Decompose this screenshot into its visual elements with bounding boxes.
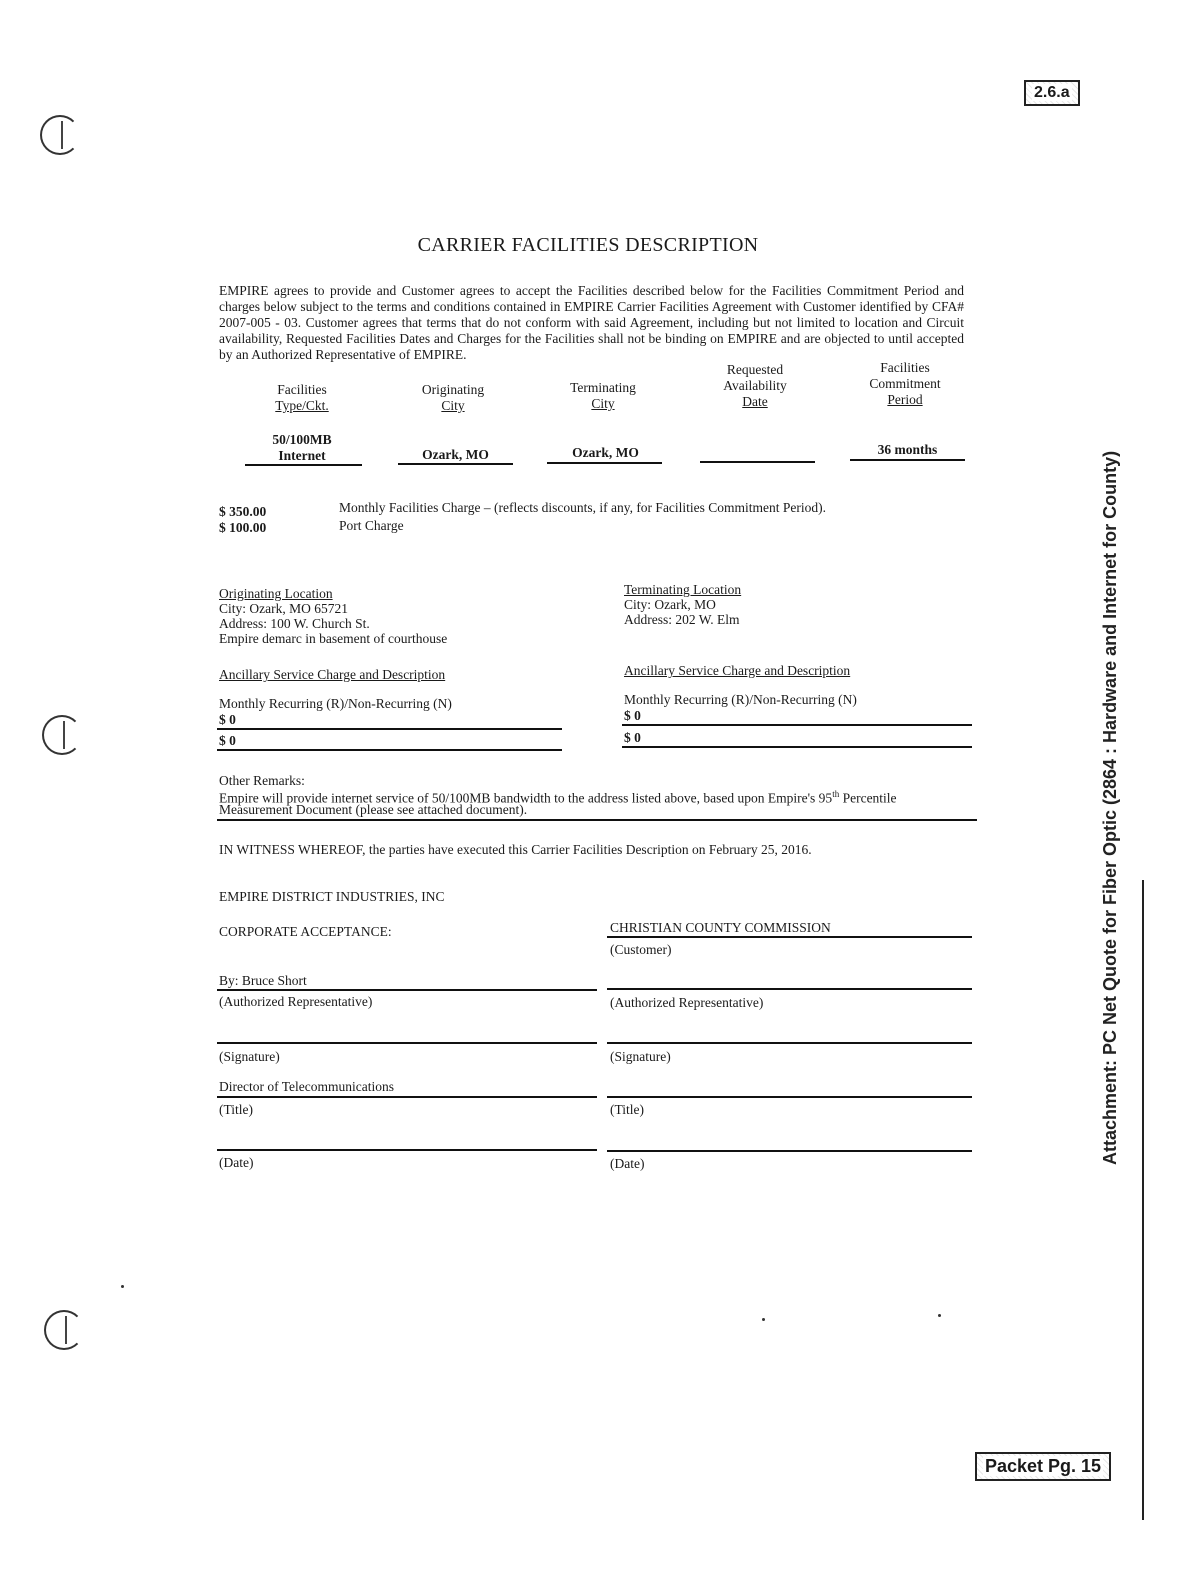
originating-city: City: Ozark, MO 65721 xyxy=(219,601,348,616)
ancillary-heading-left: Ancillary Service Charge and Description xyxy=(219,667,446,682)
ancillary-recurring-left: Monthly Recurring (R)/Non-Recurring (N) xyxy=(219,696,452,711)
left-auth-rep-label: (Authorized Representative) xyxy=(219,994,373,1009)
remarks-line-1: Empire will provide internet service of 50/100MB bandwidth to the address listed above, based upon Empire's 95th Percentile xyxy=(219,789,897,806)
signature-line xyxy=(217,989,597,991)
monthly-charge-desc: Monthly Facilities Charge – (reflects discounts, if any, for Facilities Commitment Period). xyxy=(339,500,827,515)
port-charge-desc: Port Charge xyxy=(339,518,404,533)
underline xyxy=(398,463,513,465)
left-date-label: (Date) xyxy=(219,1155,254,1170)
signature-line xyxy=(217,1042,597,1044)
signer-title: Director of Telecommunications xyxy=(219,1079,394,1094)
underline xyxy=(622,724,972,726)
underline xyxy=(217,728,562,730)
underline xyxy=(217,819,977,821)
page-title: CARRIER FACILITIES DESCRIPTION xyxy=(417,234,759,256)
remarks-label: Other Remarks: xyxy=(219,773,305,788)
originating-note: Empire demarc in basement of courthouse xyxy=(219,631,448,646)
ancillary-heading-right: Ancillary Service Charge and Description xyxy=(624,663,851,678)
ancillary-value-right-1: $ 0 xyxy=(624,708,641,723)
scan-speck xyxy=(938,1314,941,1317)
scan-speck xyxy=(762,1318,765,1321)
left-signature-label: (Signature) xyxy=(219,1049,280,1064)
signature-line xyxy=(607,1150,972,1152)
cell-terminating-city: Ozark, MO xyxy=(572,445,639,460)
right-title-label: (Title) xyxy=(610,1102,645,1117)
ancillary-value-left-1: $ 0 xyxy=(219,712,236,727)
company-name: EMPIRE DISTRICT INDUSTRIES, INC xyxy=(219,889,445,904)
port-charge-amount: $ 100.00 xyxy=(219,520,267,535)
remarks-line-2: Measurement Document (please see attached document). xyxy=(219,802,528,817)
signature-line xyxy=(607,1042,972,1044)
signature-line xyxy=(217,1096,597,1098)
ancillary-recurring-right: Monthly Recurring (R)/Non-Recurring (N) xyxy=(624,692,857,707)
packet-page-stamp: Packet Pg. 15 xyxy=(975,1452,1111,1481)
signature-line xyxy=(217,1149,597,1151)
intro-paragraph: EMPIRE agrees to provide and Customer agrees to accept the Facilities described below for the Facilities Commitment Period and charges below subject to the terms and conditions contained in EMPIRE Carrier Facilities Agreement with Customer identified by CFA# 2007-005 - 03. Customer agrees that terms that do not conform with said Agreement, including but not limited to location and Circuit availability, Requested Facilities Dates and Charges for the Facilities shall not be binding on EMPIRE and are objected to until accepted by an Authorized Representative of EMPIRE. xyxy=(219,283,964,362)
monthly-charge-amount: $ 350.00 xyxy=(219,504,267,519)
section-stamp: 2.6.a xyxy=(1024,80,1080,106)
scan-speck xyxy=(121,1285,124,1288)
cell-facilities-type: 50/100MB Internet xyxy=(272,432,332,463)
underline xyxy=(547,462,662,464)
left-title-label: (Title) xyxy=(219,1102,254,1117)
originating-location-heading: Originating Location xyxy=(219,586,333,601)
margin-rule xyxy=(1142,880,1144,1520)
terminating-location-heading: Terminating Location xyxy=(624,582,742,597)
underline xyxy=(622,746,972,748)
customer-name: CHRISTIAN COUNTY COMMISSION xyxy=(610,920,831,935)
customer-label: (Customer) xyxy=(610,942,672,957)
ancillary-value-left-2: $ 0 xyxy=(219,733,236,748)
signature-line xyxy=(607,936,972,938)
cell-commitment-period: 36 months xyxy=(877,442,938,457)
underline xyxy=(245,464,362,466)
attachment-label: Attachment: PC Net Quote for Fiber Optic (2864 : Hardware and Internet for County) xyxy=(1100,450,1120,1165)
terminating-address: Address: 202 W. Elm xyxy=(624,612,740,627)
col-header-originating-city: Originating City xyxy=(421,382,485,413)
punch-hole-icon xyxy=(44,1310,84,1350)
witness-statement: IN WITNESS WHEREOF, the parties have executed this Carrier Facilities Description on February 25, 2016. xyxy=(219,842,812,857)
corporate-acceptance-label: CORPORATE ACCEPTANCE: xyxy=(219,924,392,939)
underline xyxy=(850,459,965,461)
col-header-commitment-period: Facilities Commitment Period xyxy=(869,360,941,407)
right-auth-rep-label: (Authorized Representative) xyxy=(610,995,764,1010)
originating-address: Address: 100 W. Church St. xyxy=(219,616,370,631)
terminating-city: City: Ozark, MO xyxy=(624,597,716,612)
right-date-label: (Date) xyxy=(610,1156,645,1171)
underline xyxy=(700,461,815,463)
signer-name: By: Bruce Short xyxy=(219,973,307,988)
col-header-terminating-city: Terminating City xyxy=(570,380,636,411)
col-header-availability-date: Requested Availability Date xyxy=(723,362,787,409)
underline xyxy=(217,749,562,751)
col-header-facilities-type: Facilities Type/Ckt. xyxy=(275,382,329,413)
ancillary-value-right-2: $ 0 xyxy=(624,730,641,745)
cell-originating-city: Ozark, MO xyxy=(422,447,489,462)
punch-hole-icon xyxy=(40,115,80,155)
signature-line xyxy=(607,1096,972,1098)
signature-line xyxy=(607,988,972,990)
punch-hole-icon xyxy=(42,715,82,755)
right-signature-label: (Signature) xyxy=(610,1049,671,1064)
